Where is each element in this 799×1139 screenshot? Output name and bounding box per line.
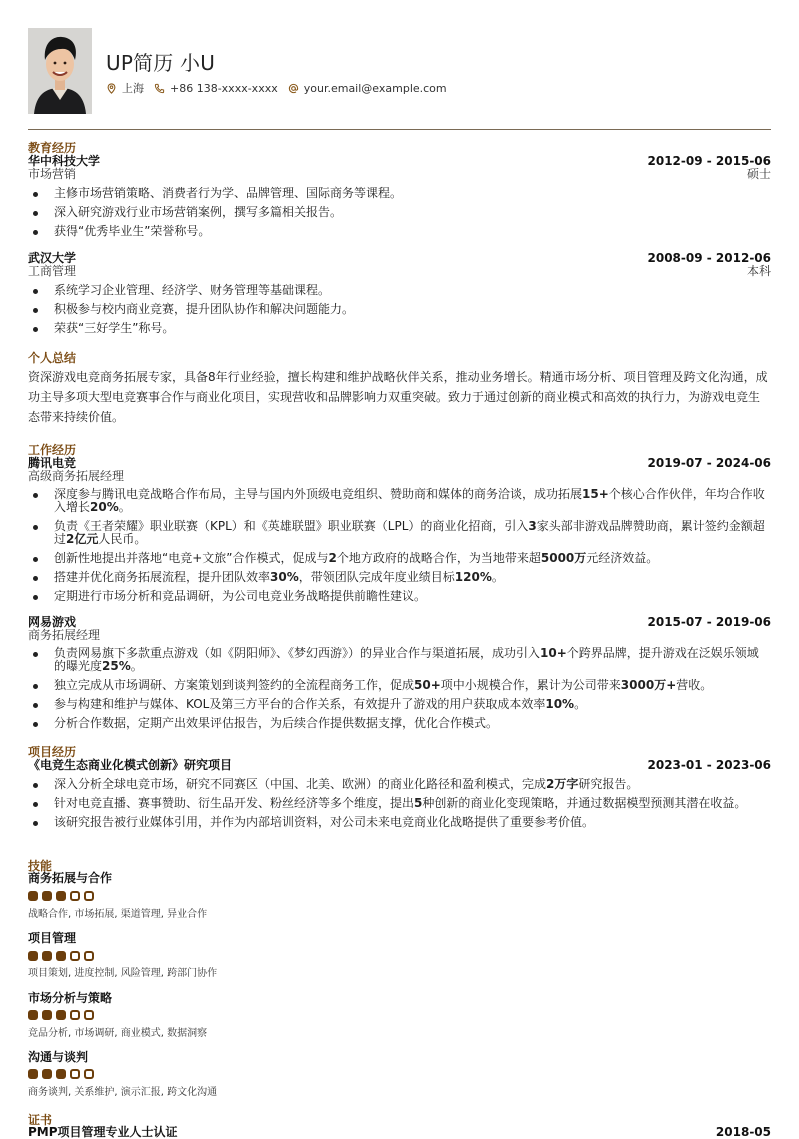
contact-location [106, 80, 144, 96]
project-date: 2023-01 - 2023-06 [647, 758, 771, 772]
skill-dot-empty-icon [70, 1010, 80, 1020]
education-bullets [28, 284, 771, 341]
skill-dot-filled-icon [56, 1010, 66, 1020]
skill-dot-empty-icon [70, 891, 80, 901]
skill-dot-empty-icon [84, 891, 94, 901]
section-title-summary: 个人总结 [28, 351, 77, 365]
skill-tags: 商务谈判, 关系维护, 演示汇报, 跨文化沟通 [28, 1087, 218, 1098]
phone-text: +86 138-xxxx-xxxx [170, 81, 278, 95]
summary-text: 资深游戏电竞商务拓展专家，具备8年行业经验，擅长构建和维护战略伙伴关系，推动业务增长。精通市场分析、项目管理及跨文化沟通，成功主导多项大型电竞赛事合作与商业化项目，实现营收和品牌影响力双重突破。致力于通过创新的商业模式和高效的执行力，为游戏电竞生态带来持续价值。 [28, 370, 768, 424]
resume-header [28, 28, 771, 114]
major: 工商管理 [28, 264, 77, 278]
skill-name: 商务拓展与合作 [28, 871, 113, 885]
skill-dot-filled-icon [28, 891, 38, 901]
education-date: 2012-09 - 2015-06 [647, 154, 771, 168]
bullet-item: 荣获“三好学生”称号。 [28, 322, 771, 335]
education-bullets [28, 187, 771, 244]
job-role: 高级商务拓展经理 [28, 469, 125, 483]
work-date: 2015-07 - 2019-06 [647, 615, 771, 629]
header-divider [28, 129, 771, 130]
bullet-item: 参与构建和维护与媒体、KOL及第三方平台的合作关系，有效提升了游戏的用户获取成本效率10%。 [28, 698, 771, 711]
degree: 硕士 [746, 167, 771, 181]
education-item [28, 252, 771, 278]
bullet-item: 深度参与腾讯电竞战略合作布局，主导与国内外顶级电竞组织、赞助商和媒体的商务洽谈，成功拓展15+个核心合作伙伴，年均合作收入增长20%。 [28, 488, 771, 514]
skill-dot-filled-icon [28, 951, 38, 961]
email-text: your.email@example.com [303, 81, 447, 95]
skill-name: 项目管理 [28, 931, 77, 945]
skill-dot-filled-icon [28, 1069, 38, 1079]
certificate-name: PMP项目管理专业人士认证 [28, 1125, 178, 1139]
skill-dot-empty-icon [84, 1010, 94, 1020]
bullet-item: 积极参与校内商业竞赛，提升团队协作和解决问题能力。 [28, 303, 771, 316]
at-sign-icon [288, 83, 299, 94]
skill-level-3 [28, 1069, 98, 1079]
major: 市场营销 [28, 167, 77, 181]
degree: 本科 [746, 264, 771, 278]
project-bullets [28, 778, 771, 835]
work-bullets [28, 647, 771, 736]
skill-level-1 [28, 951, 98, 961]
skill-dot-filled-icon [56, 891, 66, 901]
skill-dot-filled-icon [56, 951, 66, 961]
company-name: 网易游戏 [28, 615, 77, 629]
education-item [28, 155, 771, 181]
map-pin-icon [106, 83, 117, 94]
bullet-item: 定期进行市场分析和竞品调研，为公司电竞业务战略提供前瞻性建议。 [28, 590, 771, 603]
bullet-item: 针对电竞直播、赛事赞助、衍生品开发、粉丝经济等多个维度，提出5种创新的商业化变现策略，并通过数据模型预测其潜在收益。 [28, 797, 771, 810]
bullet-item: 搭建并优化商务拓展流程，提升团队效率30%，带领团队完成年度业绩目标120%。 [28, 571, 771, 584]
skill-dot-filled-icon [56, 1069, 66, 1079]
school-name: 武汉大学 [28, 251, 77, 265]
education-date: 2008-09 - 2012-06 [647, 251, 771, 265]
skill-dot-filled-icon [42, 891, 52, 901]
bullet-item: 获得“优秀毕业生”荣誉称号。 [28, 225, 771, 238]
skill-name: 沟通与谈判 [28, 1050, 89, 1064]
work-item [28, 616, 771, 642]
company-name: 腾讯电竞 [28, 456, 77, 470]
project-item [28, 759, 771, 772]
skill-dot-filled-icon [28, 1010, 38, 1020]
phone-icon [154, 83, 165, 94]
certificate-date: 2018-05 [715, 1125, 771, 1139]
bullet-item: 主修市场营销策略、消费者行为学、品牌管理、国际商务等课程。 [28, 187, 771, 200]
contact-info [106, 80, 457, 96]
job-role: 商务拓展经理 [28, 628, 101, 642]
section-title-education: 教育经历 [28, 141, 77, 155]
bullet-item: 分析合作数据，定期产出效果评估报告，为后续合作提供数据支撑，优化合作模式。 [28, 717, 771, 730]
work-item [28, 457, 771, 483]
skill-tags: 战略合作, 市场拓展, 渠道管理, 异业合作 [28, 909, 208, 920]
skill-dot-empty-icon [84, 1069, 94, 1079]
skill-dot-empty-icon [70, 951, 80, 961]
section-title-work: 工作经历 [28, 443, 77, 457]
avatar [28, 28, 92, 114]
bullet-item: 该研究报告被行业媒体引用，并作为内部培训资料，对公司未来电竞商业化战略提供了重要参考价值。 [28, 816, 771, 829]
candidate-name: UP简历 小U [106, 51, 216, 75]
skill-name: 市场分析与策略 [28, 991, 113, 1005]
contact-phone [154, 82, 278, 95]
project-name: 《电竞生态商业化模式创新》研究项目 [28, 758, 233, 772]
skill-dot-filled-icon [42, 1069, 52, 1079]
skill-dot-empty-icon [84, 951, 94, 961]
bullet-item: 负责网易旗下多款重点游戏（如《阴阳师》、《梦幻西游》）的异业合作与渠道拓展，成功引入10+个跨界品牌，提升游戏在泛娱乐领域的曝光度25%。 [28, 647, 771, 673]
skill-dot-empty-icon [70, 1069, 80, 1079]
skill-tags: 竞品分析, 市场调研, 商业模式, 数据洞察 [28, 1028, 208, 1039]
bullet-item: 负责《王者荣耀》职业联赛（KPL）和《英雄联盟》职业联赛（LPL）的商业化招商，引入3家头部非游戏品牌赞助商，累计签约金额超过2亿元人民币。 [28, 520, 771, 546]
school-name: 华中科技大学 [28, 154, 101, 168]
bullet-item: 深入分析全球电竞市场，研究不同赛区（中国、北美、欧洲）的商业化路径和盈利模式，完成2万字研究报告。 [28, 778, 771, 791]
skill-level-2 [28, 1010, 98, 1020]
skill-level-0 [28, 891, 98, 901]
location-text: 上海 [122, 82, 144, 95]
bullet-item: 创新性地提出并落地“电竞+文旅”合作模式，促成与2个地方政府的战略合作，为当地带来超5000万元经济效益。 [28, 552, 771, 565]
bullet-item: 独立完成从市场调研、方案策划到谈判签约的全流程商务工作，促成50+项中小规模合作，累计为公司带来3000万+营收。 [28, 679, 771, 692]
contact-email [288, 82, 447, 95]
skill-dot-filled-icon [42, 951, 52, 961]
skill-tags: 项目策划, 进度控制, 风险管理, 跨部门协作 [28, 968, 218, 979]
section-title-projects: 项目经历 [28, 745, 77, 759]
bullet-item: 深入研究游戏行业市场营销案例，撰写多篇相关报告。 [28, 206, 771, 219]
certificate-item [28, 1126, 771, 1139]
section-title-certificates: 证书 [28, 1113, 53, 1127]
section-title-skills: 技能 [28, 859, 53, 873]
skill-dot-filled-icon [42, 1010, 52, 1020]
bullet-item: 系统学习企业管理、经济学、财务管理等基础课程。 [28, 284, 771, 297]
work-bullets [28, 488, 771, 609]
work-date: 2019-07 - 2024-06 [647, 456, 771, 470]
